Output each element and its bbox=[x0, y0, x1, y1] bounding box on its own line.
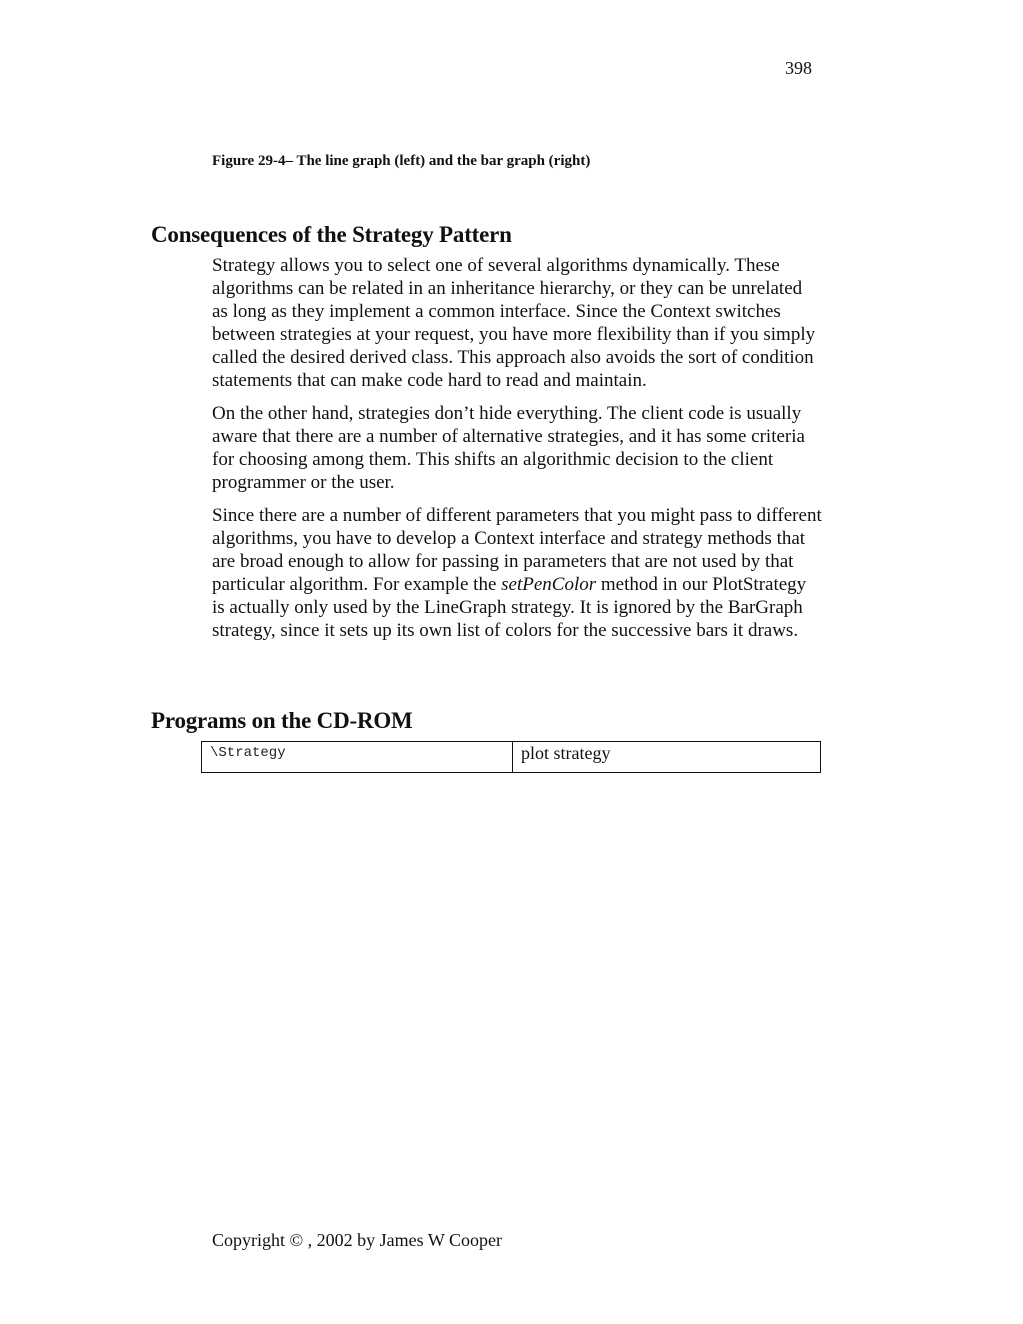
page-number: 398 bbox=[785, 58, 812, 78]
paragraph-2: On the other hand, strategies don’t hide everything. The client code is usually aware that there are a number of alternative strategies, and it has some criteria for choosing among them. This shifts an algorithmic decision to the client programmer or the user. bbox=[212, 403, 805, 493]
method-name-setpencolor: setPenColor bbox=[501, 574, 597, 595]
paragraph-3-start: Since there are a number of different parameters that you might pass to different algorithms, you have to develop a Context interface and strategy methods that are broad enough to allow for passing in parameters that are not used by that particular algorithm. For example the bbox=[212, 505, 822, 595]
consequences-body bbox=[212, 254, 822, 652]
paragraph-3 bbox=[212, 504, 822, 642]
section-heading-consequences: Consequences of the Strategy Pattern bbox=[151, 222, 512, 247]
table-row bbox=[202, 742, 821, 773]
cd-rom-table bbox=[201, 741, 821, 773]
program-path-cell: \Strategy bbox=[202, 742, 513, 773]
section-heading-programs: Programs on the CD-ROM bbox=[151, 708, 413, 733]
figure-caption: Figure 29-4– The line graph (left) and the bar graph (right) bbox=[212, 153, 591, 169]
paragraph-3-end: method in our PlotStrategy is actually only used by the LineGraph strategy. It is ignored by the BarGraph strategy, since it sets up its own list of colors for the successive bars it draws. bbox=[212, 574, 807, 641]
copyright-footer: Copyright © , 2002 by James W Cooper bbox=[212, 1230, 502, 1250]
paragraph-1: Strategy allows you to select one of several algorithms dynamically. These algorithms can be related in an inheritance hierarchy, or they can be unrelated as long as they implement a common interface. Since the Context switches between strategies at your request, you have more flexibility than if you simply called the desired derived class. This approach also avoids the sort of condition statements that can make code hard to read and maintain. bbox=[212, 255, 816, 391]
program-description-cell: plot strategy bbox=[513, 742, 821, 773]
